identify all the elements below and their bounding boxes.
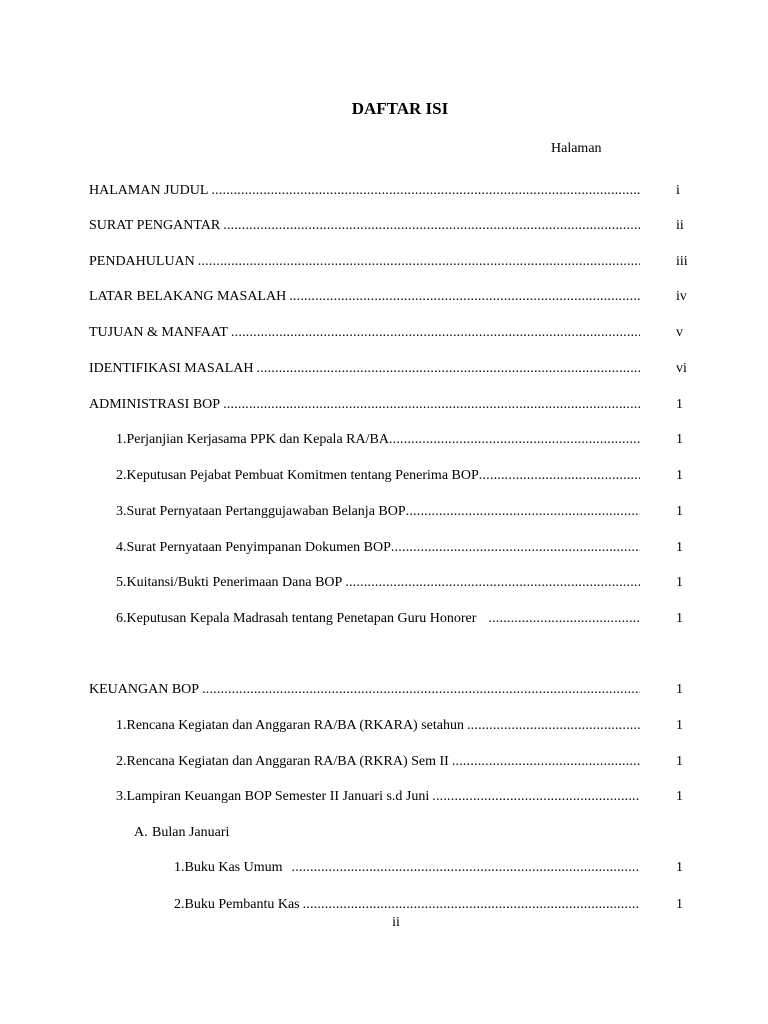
- toc-entry-page: iv: [676, 289, 687, 304]
- toc-entry-page: 1: [676, 432, 683, 447]
- dot-leader: [254, 359, 641, 379]
- toc-entry-page: v: [676, 325, 683, 340]
- toc-entry-number: 3.: [116, 789, 127, 804]
- toc-subentry: [116, 538, 640, 558]
- dot-leader: [283, 858, 641, 878]
- toc-entry-label: SURAT PENGANTAR: [89, 218, 221, 233]
- toc-subentry: [116, 430, 640, 450]
- toc-entry-number: 2.: [116, 468, 127, 483]
- toc-entry-label: Buku Kas Umum: [184, 860, 283, 875]
- toc-entry-number: 1.: [116, 432, 127, 447]
- toc-entry-page: ii: [676, 218, 684, 233]
- toc-entry-page: 1: [676, 575, 683, 590]
- toc-entry-page: 1: [676, 789, 683, 804]
- toc-entry: [89, 359, 640, 379]
- dot-leader: [300, 895, 640, 915]
- toc-entry-label: Perjanjian Kerjasama PPK dan Kepala RA/BA: [126, 432, 389, 447]
- dot-leader: [342, 573, 640, 593]
- toc-entry-page: 1: [676, 860, 683, 875]
- page-footer-number: ii: [392, 915, 400, 930]
- toc-entry: [89, 287, 640, 307]
- toc-subentry: [116, 502, 640, 522]
- toc-entry: [89, 323, 640, 343]
- dot-leader: [476, 609, 640, 629]
- toc-subentry: [116, 466, 640, 486]
- toc-subentry: [116, 752, 640, 772]
- toc-entry-label: PENDAHULUAN: [89, 254, 195, 269]
- toc-entry-number: 4.: [116, 540, 127, 555]
- toc-entry-page: i: [676, 183, 680, 198]
- dot-leader: [220, 216, 640, 236]
- toc-entry-label: Rencana Kegiatan dan Anggaran RA/BA (RKARA) setahun: [126, 718, 464, 733]
- toc-entry-page: 1: [676, 611, 683, 626]
- toc-entry-number: 1.: [116, 718, 127, 733]
- toc-entry-page: 1: [676, 682, 683, 697]
- toc-entry-page: 1: [676, 897, 683, 912]
- toc-entry-page: 1: [676, 504, 683, 519]
- toc-entry: [89, 680, 640, 700]
- dot-leader: [199, 680, 640, 700]
- toc-entry-number: 2.: [116, 754, 127, 769]
- toc-entry-label: ADMINISTRASI BOP: [89, 397, 221, 412]
- toc-entry: [89, 395, 640, 415]
- toc-entry-label: Bulan Januari: [152, 825, 230, 840]
- toc-entry-page: vi: [676, 361, 687, 376]
- dot-leader: [479, 466, 640, 486]
- toc-entry-number: 1.: [174, 860, 185, 875]
- toc-entry-label: LATAR BELAKANG MASALAH: [89, 289, 287, 304]
- toc-subentry: [116, 609, 640, 629]
- toc-subentry: [174, 858, 640, 878]
- dot-leader: [406, 502, 640, 522]
- toc-entry-page: 1: [676, 468, 683, 483]
- dot-leader: [389, 430, 640, 450]
- toc-entry-page: iii: [676, 254, 688, 269]
- dot-leader: [429, 787, 640, 807]
- toc-entry-label: Keputusan Pejabat Pembuat Komitmen tentang Penerima BOP: [126, 468, 479, 483]
- dot-leader: [391, 538, 640, 558]
- toc-entry-page: 1: [676, 397, 683, 412]
- toc-subentry: [116, 716, 640, 736]
- document-title: DAFTAR ISI: [351, 99, 449, 118]
- toc-entry-label: TUJUAN & MANFAAT: [89, 325, 228, 340]
- toc-subheading: [134, 823, 434, 843]
- toc-entry-label: Lampiran Keuangan BOP Semester II Januari s.d Juni: [126, 789, 430, 804]
- toc-entry: [89, 252, 640, 272]
- toc-entry-label: IDENTIFIKASI MASALAH: [89, 361, 254, 376]
- toc-entry-label: Surat Pernyataan Pertanggujawaban Belanja BOP: [126, 504, 406, 519]
- page-column-header: Halaman: [551, 141, 602, 156]
- dot-leader: [220, 395, 640, 415]
- toc-entry-page: 1: [676, 540, 683, 555]
- dot-leader: [449, 752, 640, 772]
- toc-entry-label: Rencana Kegiatan dan Anggaran RA/BA (RKRA) Sem II: [126, 754, 449, 769]
- dot-leader: [464, 716, 640, 736]
- toc-entry-label: Buku Pembantu Kas: [184, 897, 300, 912]
- dot-leader: [195, 252, 640, 272]
- dot-leader: [286, 287, 640, 307]
- toc-entry-label: KEUANGAN BOP: [89, 682, 200, 697]
- dot-leader: [208, 181, 640, 201]
- toc-entry-number: 2.: [174, 897, 185, 912]
- toc-entry: [89, 216, 640, 236]
- dot-leader: [228, 323, 640, 343]
- toc-entry-number: 3.: [116, 504, 127, 519]
- toc-entry-number: A.: [134, 825, 148, 840]
- toc-entry-label: Kuitansi/Bukti Penerimaan Dana BOP: [126, 575, 343, 590]
- toc-entry: [89, 181, 640, 201]
- toc-subentry: [116, 787, 640, 807]
- toc-entry-label: Keputusan Kepala Madrasah tentang Penetapan Guru Honorer: [126, 611, 477, 626]
- toc-entry-label: Surat Pernyataan Penyimpanan Dokumen BOP: [126, 540, 391, 555]
- toc-entry-number: 5.: [116, 575, 127, 590]
- toc-subentry: [116, 573, 640, 593]
- toc-entry-page: 1: [676, 718, 683, 733]
- toc-entry-number: 6.: [116, 611, 127, 626]
- toc-entry-page: 1: [676, 754, 683, 769]
- toc-entry-label: HALAMAN JUDUL: [89, 183, 209, 198]
- toc-subentry: [174, 895, 640, 915]
